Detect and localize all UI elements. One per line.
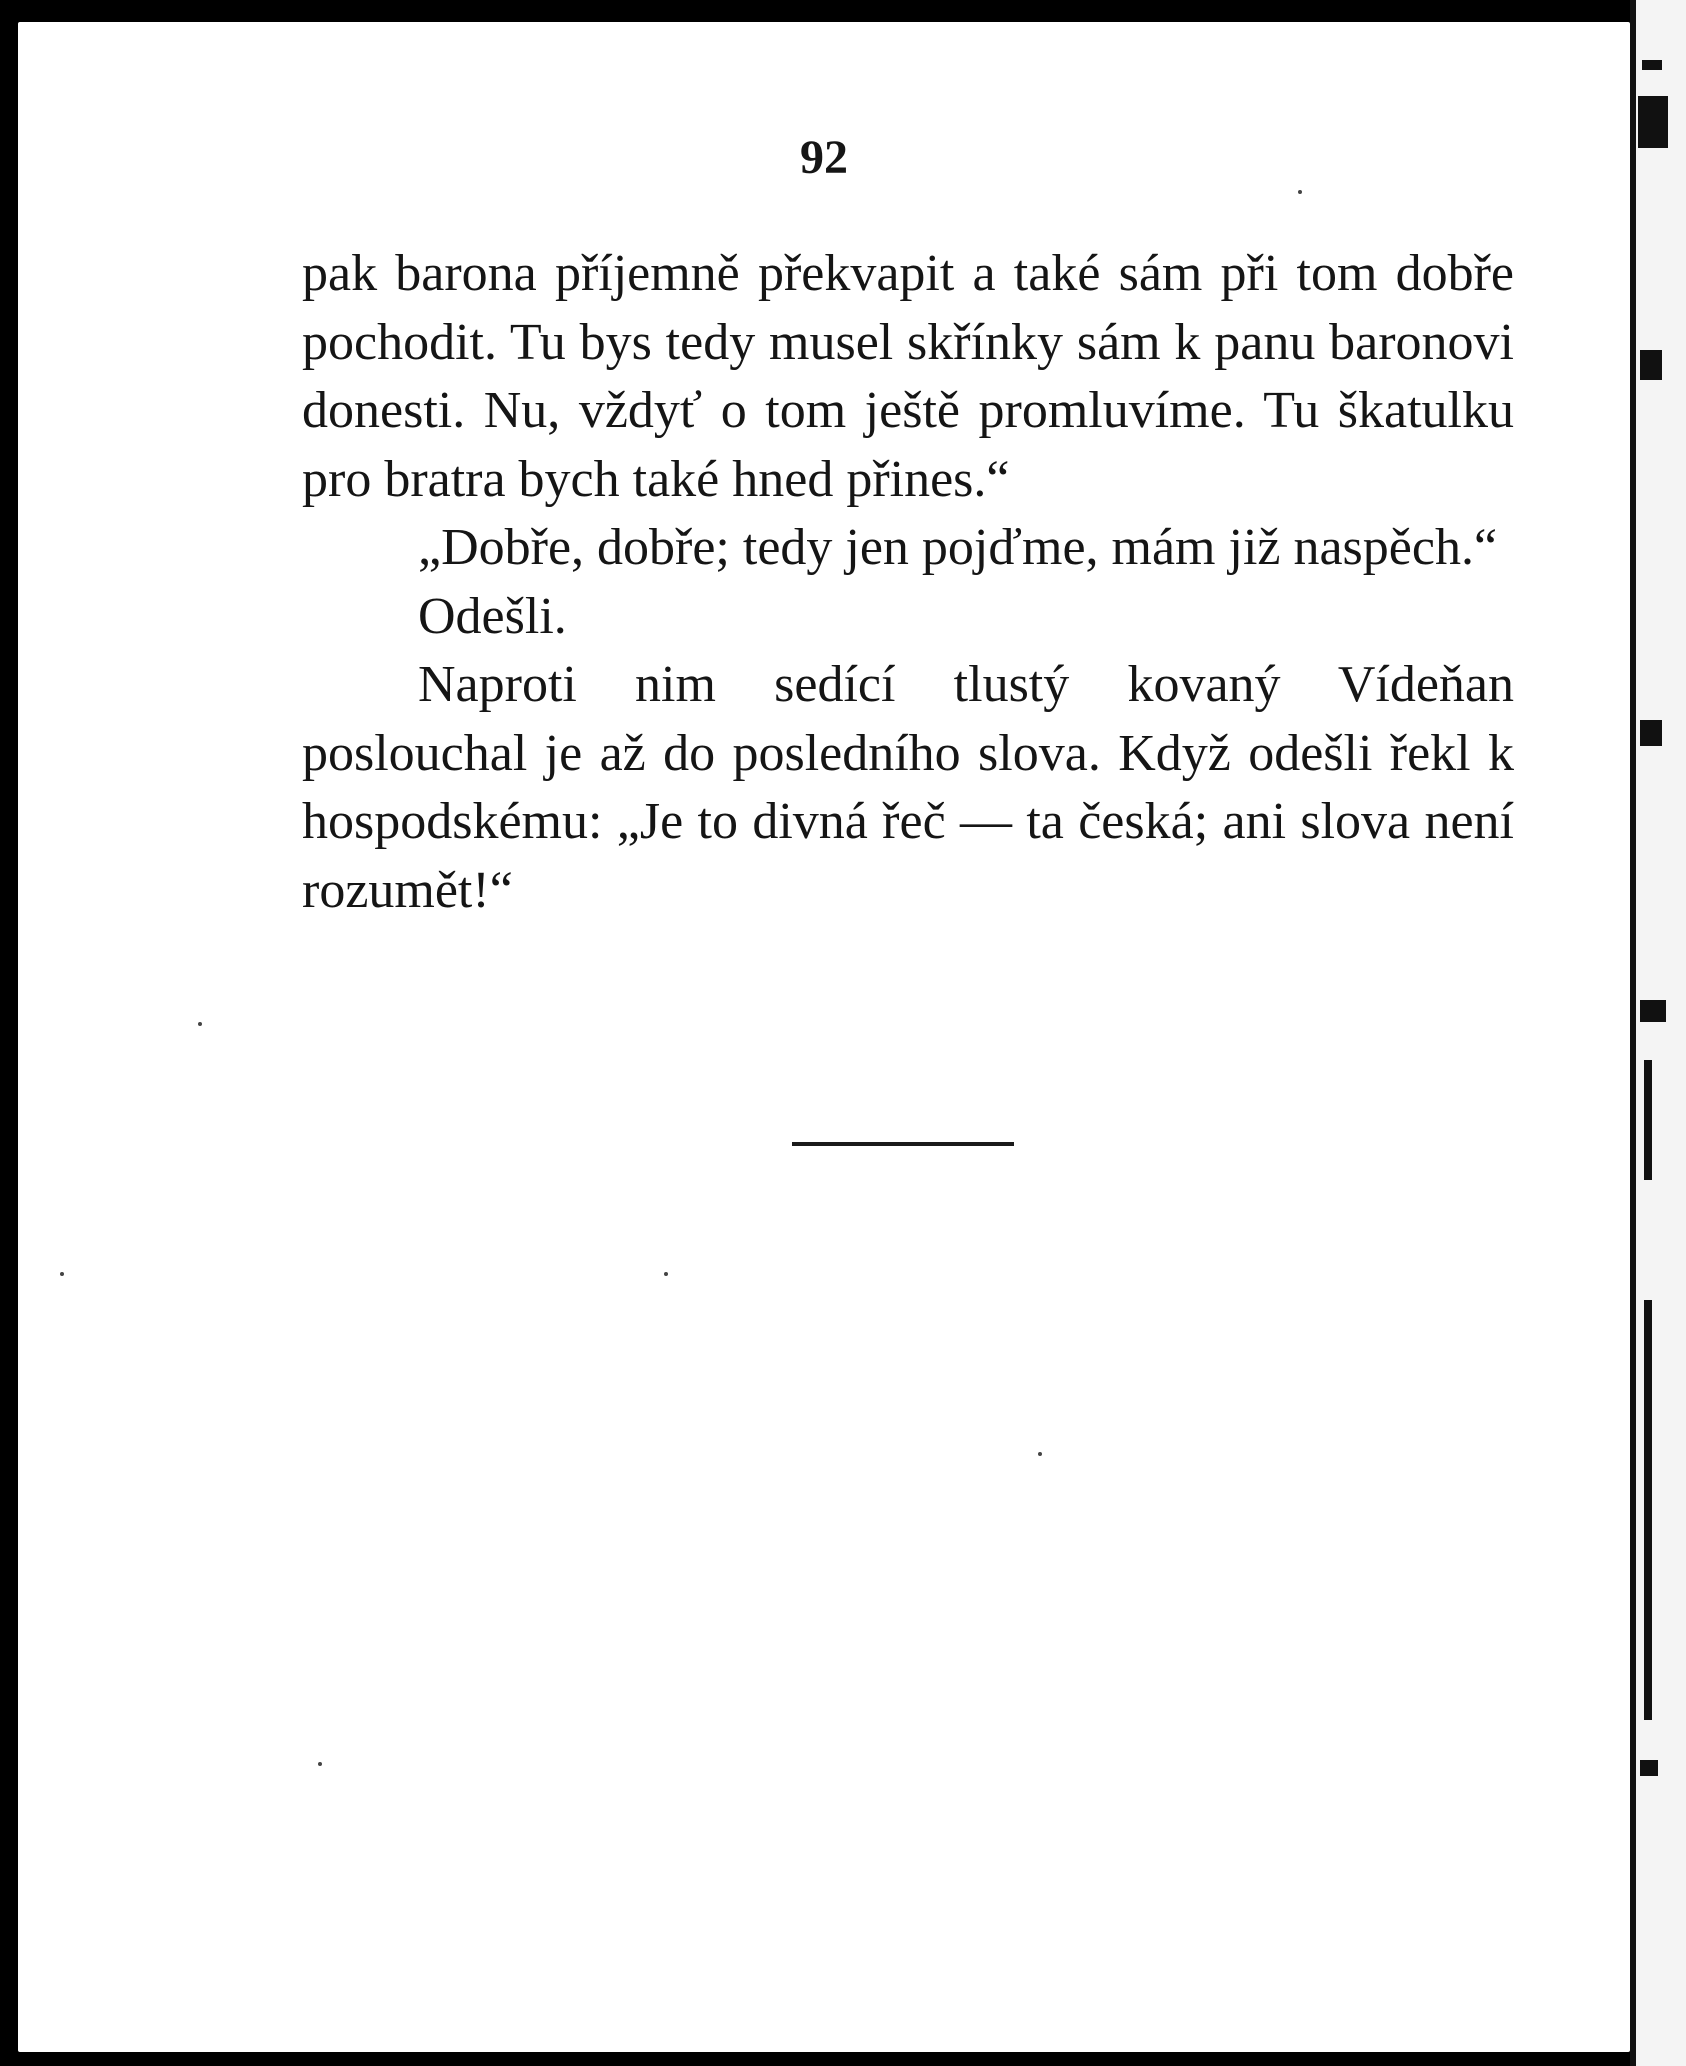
spine-mark	[1644, 1060, 1652, 1180]
book-page	[18, 22, 1630, 2052]
paragraph-viennese: Naproti nim sedící tlustý kovaný Vídeňan poslouchal je až do posledního slova. Když odešli řekl k hospodskému: „Je to divná řeč — ta česká; ani slova není rozumět!“	[302, 656, 1514, 919]
spine-mark	[1640, 1760, 1658, 1776]
spine-mark	[1638, 96, 1668, 148]
page-number: 92	[800, 131, 848, 184]
paper-speck	[664, 1272, 668, 1276]
paragraph-dialogue: „Dobře, dobře; tedy jen pojďme, mám již naspěch.“	[418, 519, 1498, 576]
spine-mark	[1640, 350, 1662, 380]
spine-mark	[1640, 720, 1662, 746]
paragraph-departure: Odešli.	[418, 587, 567, 645]
body-text	[302, 240, 1514, 925]
spine-mark	[1644, 1300, 1652, 1720]
paragraph-continuation: pak barona příjemně překvapit a také sám při tom dobře pochodit. Tu bys tedy musel skřínky sám k panu baronovi donesti. Nu, vždyť o tom ještě promluvíme. Tu škatulku pro bratra bych také hned přines.“	[302, 245, 1514, 508]
spine-mark	[1642, 60, 1662, 70]
paper-speck	[318, 1762, 322, 1766]
paper-speck	[1298, 190, 1302, 194]
book-spine-edge	[1630, 0, 1686, 2066]
paper-speck	[198, 1022, 202, 1026]
paper-speck	[1038, 1452, 1042, 1456]
paper-speck	[60, 1272, 64, 1276]
spine-mark	[1640, 1000, 1666, 1022]
section-end-rule	[792, 1142, 1014, 1146]
